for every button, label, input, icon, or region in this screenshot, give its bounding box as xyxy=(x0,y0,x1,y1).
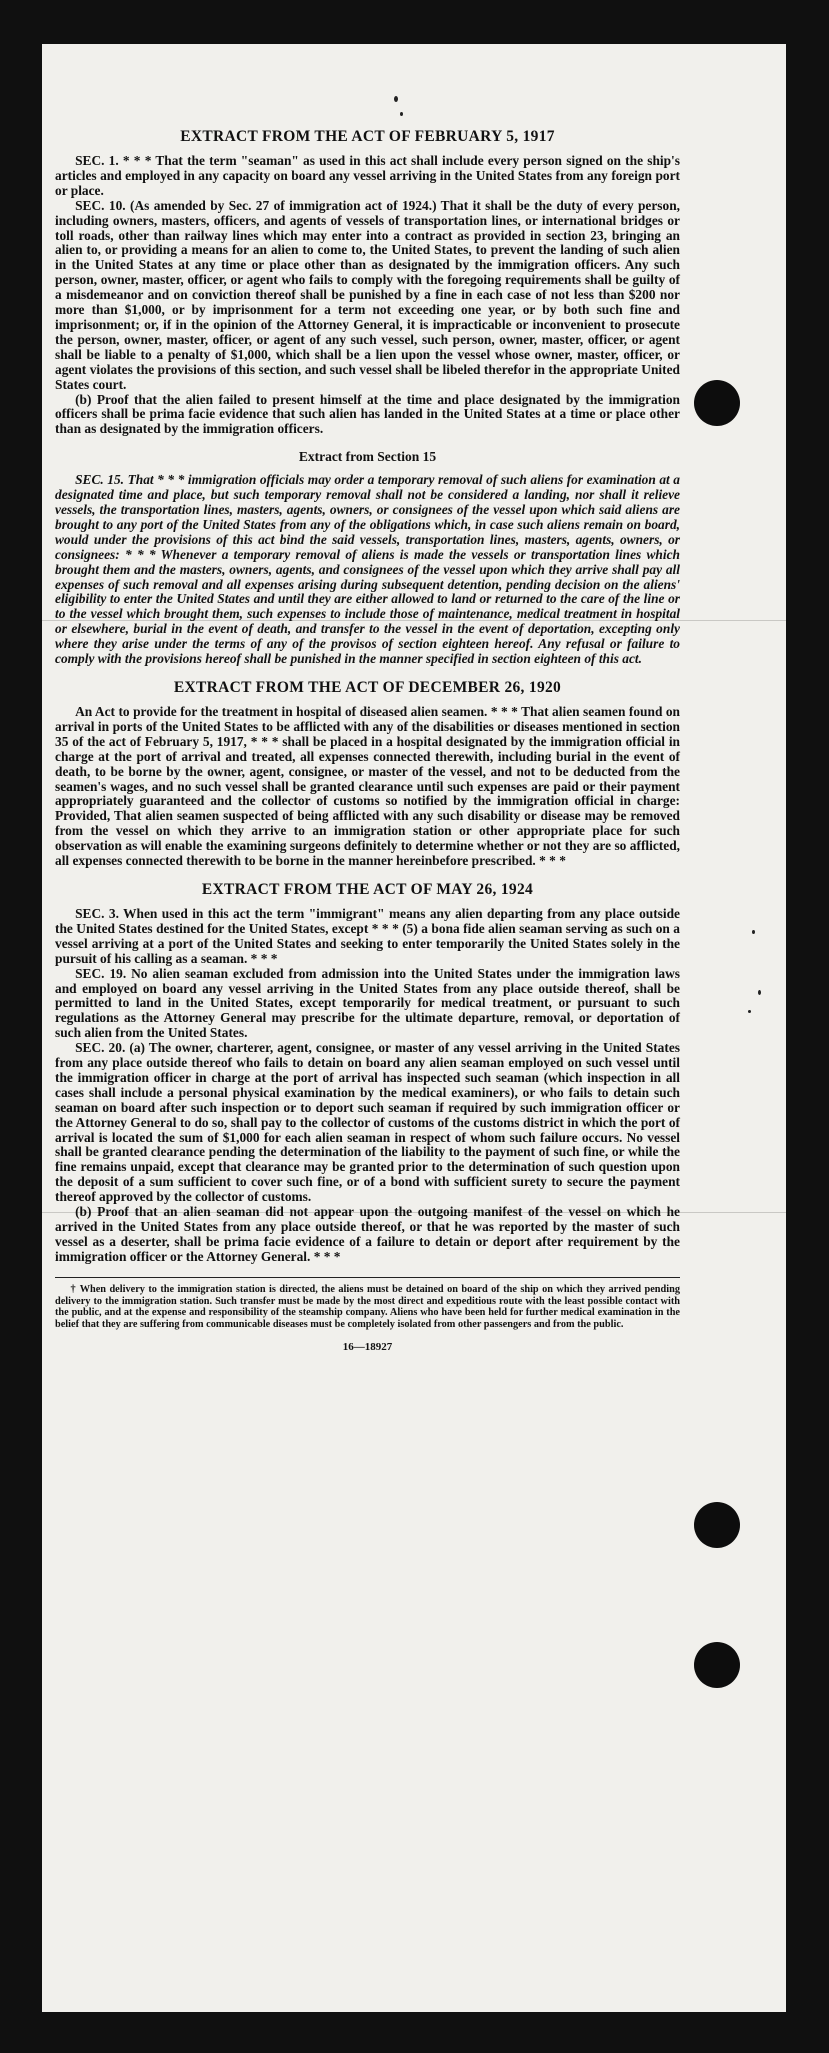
paragraph: (b) Proof that the alien failed to present himself at the time and place designated by the immigration officers shall be prima facie evidence that such alien has landed in the United States at a time or place other than as designated by the immigration officers. xyxy=(55,391,680,437)
heading-section-15: Extract from Section 15 xyxy=(298,449,437,465)
section-act-1917 xyxy=(55,154,680,437)
heading-act-1917: EXTRACT FROM THE ACT OF FEBRUARY 5, 1917 xyxy=(180,128,555,145)
ink-speck xyxy=(394,96,398,102)
ink-speck xyxy=(758,990,761,995)
section-15-extract xyxy=(55,473,680,667)
paragraph: SEC. 1. * * * That the term "seaman" as used in this act shall include every person signed on the ship's articles and employed in any capacity on board any vessel arriving in the United States from any foreign port or place. xyxy=(55,153,680,198)
paragraph: SEC. 19. No alien seaman excluded from admission into the United States under the immigration laws and employed on board any vessel arriving in the United States from any place outside thereof, shall be permitted to land in the United States, except temporarily for medical treatment, or pursuant to such regulations as the Attorney General may prescribe for the ultimate departure, removal, or deportation of such alien from the United States. xyxy=(55,965,680,1041)
paragraph: SEC. 3. When used in this act the term "immigrant" means any alien departing from any place outside the United States destined for the United States, except * * * (5) a bona fide alien seaman serving as such on a vessel arriving at a port of the United States and seeking to enter temporarily the United States solely in the pursuit of his calling as a seaman. * * * xyxy=(55,905,680,966)
section-act-1924 xyxy=(55,907,680,1265)
punch-hole xyxy=(694,1642,740,1688)
ink-speck xyxy=(752,930,755,934)
paragraph: An Act to provide for the treatment in hospital of diseased alien seamen. * * * That alien seamen found on arrival in ports of the United States to be afflicted with any of the disabilities or diseases mentioned in section 35 of the act of February 5, 1917, * * * shall be placed in a hospital designated by the immigration official in charge at the port of arrival and treated, all expenses connected therewith, including burial in the event of death, to be borne by the owner, agent, consignee, or master of the vessel, and not to be deducted from the seamen's wages, and no such vessel shall be granted clearance until such expenses are paid or their payment appropriately guaranteed and the collector of customs so notified by the immigration official in charge: Provided, That alien seamen suspected of being afflicted with any such disability or disease may be removed from the vessel on which they arrive to an immigration station or other appropriate place for such observation as will enable the examining surgeons definitely to determine whether or not they are so afflicted, all expenses connected therewith to be borne in the manner hereinbefore prescribed. * * * xyxy=(55,704,680,869)
paragraph: (b) Proof that an alien seaman did not appear upon the outgoing manifest of the vessel on which he arrived in the United States from any place outside thereof, or that he was reported by the master of such vessel as a deserter, shall be prima facie evidence of a failure to detain or deport after requirement by the immigration officer or the Attorney General. * * * xyxy=(55,1204,680,1264)
heading-act-1920: EXTRACT FROM THE ACT OF DECEMBER 26, 1920 xyxy=(173,679,562,696)
punch-hole xyxy=(694,380,740,426)
heading-act-1924: EXTRACT FROM THE ACT OF MAY 26, 1924 xyxy=(201,880,534,898)
paragraph: SEC. 20. (a) The owner, charterer, agent, consignee, or master of any vessel arriving in the United States from any place outside thereof who fails to detain on board any alien seaman employed on such vessel until the immigration officer in charge at the port of arrival has inspected such seaman (which inspection in all cases shall include a personal physical examination by the medical examiners), or who fails to detain such seaman on board after such inspection or to deport such seaman if required by such immigration officer or the Attorney General to do so, shall pay to the collector of customs of the customs district in which the port of arrival is located the sum of $1,000 for each alien seaman in respect of whom such failure occurs. No vessel shall be granted clearance pending the determination of the liability to the payment of such fine, or while the fine remains unpaid, except that clearance may be granted prior to the determination of such question upon the deposit of a sum sufficient to cover such fine, or of a bond with sufficient surety to secure the payment thereof approved by the collector of customs. xyxy=(55,1040,680,1205)
punch-hole xyxy=(694,1502,740,1548)
document-body xyxy=(55,128,680,1353)
ink-speck xyxy=(748,1010,751,1013)
paragraph: SEC. 10. (As amended by Sec. 27 of immigration act of 1924.) That it shall be the duty of every person, including owners, masters, officers, and agents of vessels of transportation lines, or international bridges or toll roads, other than railway lines which may enter into a contract as provided in section 23, bringing an alien to, or providing a means for an alien to come to, the United States, to prevent the landing of such alien in the United States at any time or place other than as designated by the immigration officers. Any such person, owner, master, officer, or agent who fails to comply with the foregoing requirements shall be guilty of a misdemeanor and on conviction thereof shall be punished by a fine in each case of not less than $200 nor more than $1,000, or by imprisonment for a term not exceeding one year, or by both such fine and imprisonment; or, if in the opinion of the Attorney General, it is impracticable or inconvenient to prosecute the person, owner, master, officer, or agent of any such vessel, such person, owner, master, officer, or agent shall be liable to a penalty of $1,000, which shall be a lien upon the vessel whose owner, master, officer, or agent violates the provisions of this section, and such vessel shall be libeled therefor in the appropriate United States court. xyxy=(55,197,680,392)
section-act-1920 xyxy=(55,705,680,869)
footnote-divider xyxy=(55,1277,680,1278)
page-number: 16—18927 xyxy=(342,1340,393,1353)
paragraph: SEC. 15. That * * * immigration officials may order a temporary removal of such aliens for examination at a designated time and place, but such temporary removal shall not be considered a landing, nor shall it relieve vessels, the transportation lines, masters, agents, owners, or consignees of the vessel upon which said aliens are brought to any port of the United States from any of the obligations which, in case such aliens remain on board, would under the provisions of this act bind the said vessels, transportation lines, masters, agents, owners, or consignees: * * * Whenever a temporary removal of aliens is made the vessels or transportation lines which brought them and the masters, owners, agents, and consignees of the vessel upon which they arrive shall pay all expenses of such removal and all expenses arising during subsequent detention, pending decision on the aliens' eligibility to enter the United States and until they are either allowed to land or returned to the care of the line or to the vessel which brought them, such expenses to include those of maintenance, medical treatment in hospital or elsewhere, burial in the event of death, and transfer to the vessel in the event of deportation, excepting only where they arise under the terms of any of the provisos of section eighteen hereof. Any refusal or failure to comply with the provisions hereof shall be punished in the manner specified in section eighteen of this act. xyxy=(55,472,680,667)
ink-speck xyxy=(400,112,403,116)
footnote: † When delivery to the immigration station is directed, the aliens must be detained on board of the ship on which they arrived pending delivery to the immigration station. Such transfer must be made by the most direct and expeditious route with the least possible contact with the public, and at the expense and responsibility of the steamship company. Aliens who have been held for further medical examination in the belief that they are suffering from communicable diseases must be completely isolated from other passengers and from the public. xyxy=(55,1283,680,1331)
